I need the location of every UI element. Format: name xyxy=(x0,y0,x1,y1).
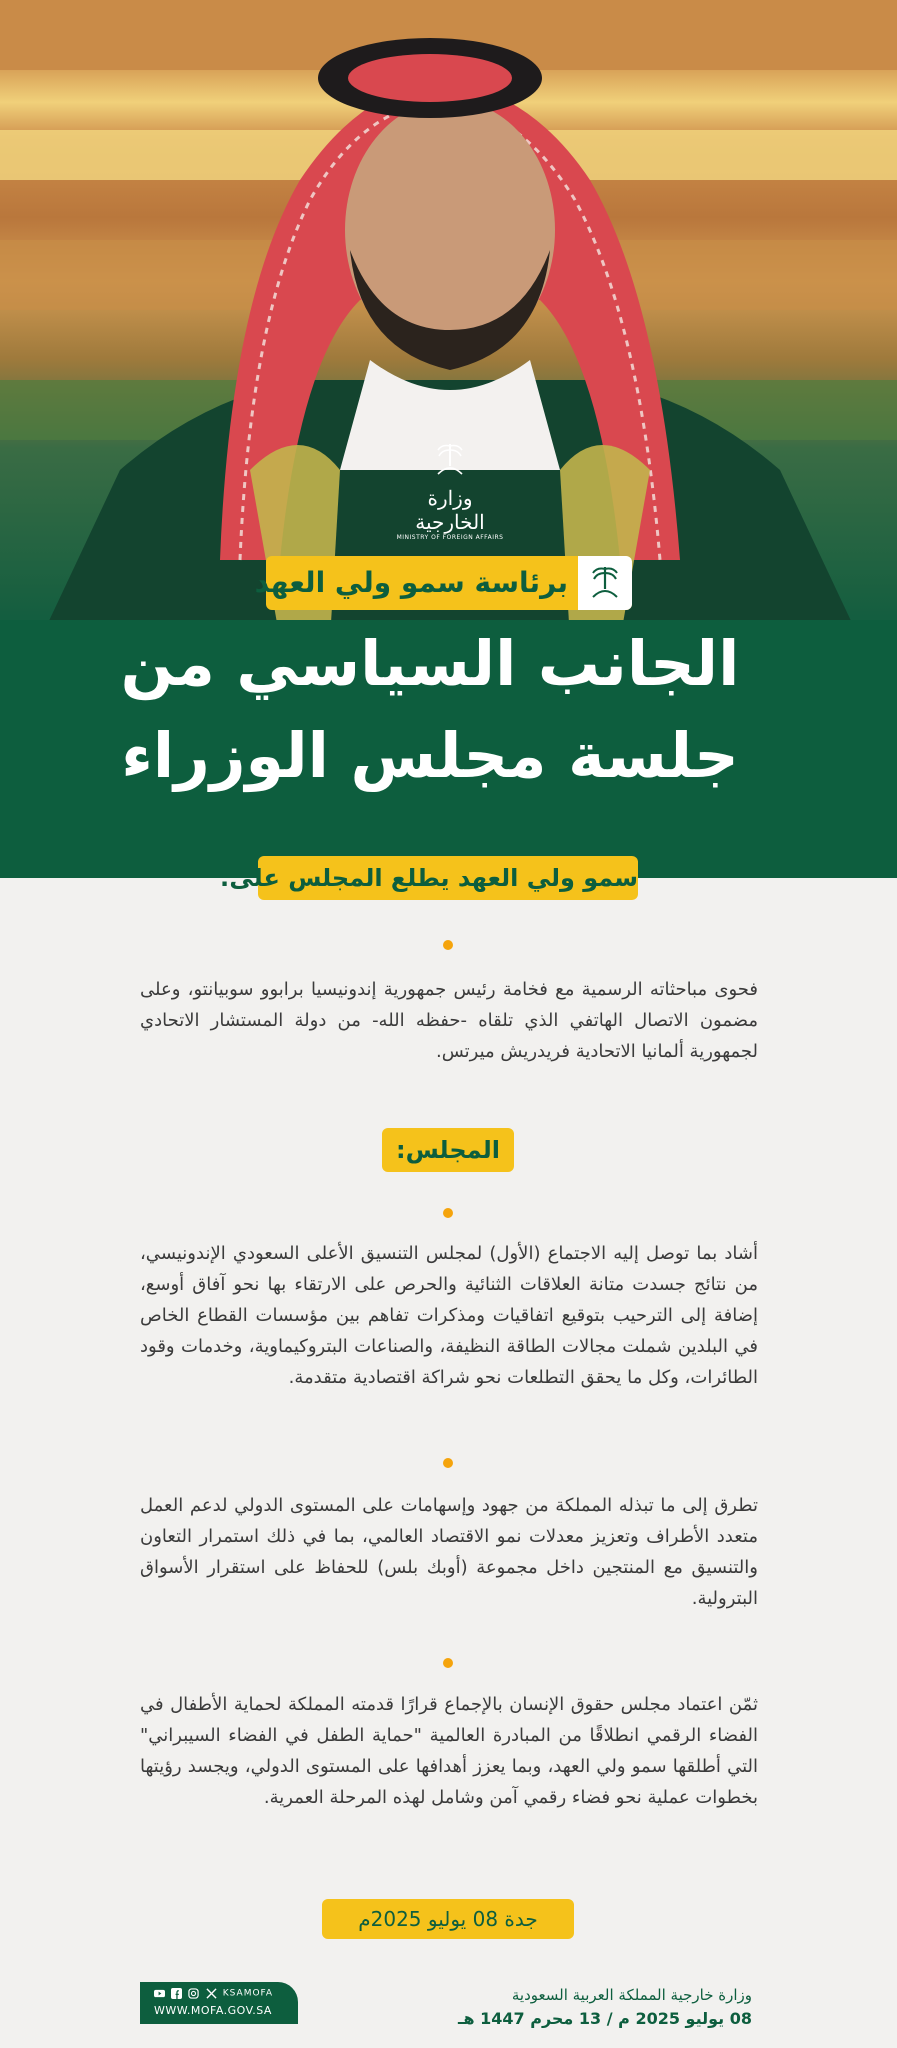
x-icon[interactable] xyxy=(206,1988,217,1999)
instagram-icon[interactable] xyxy=(188,1988,199,1999)
section1-title: سمو ولي العهد يطلع المجلس على: xyxy=(258,856,638,900)
website-url[interactable]: WWW.MOFA.GOV.SA xyxy=(154,2004,272,2017)
portrait-illustration xyxy=(0,0,897,640)
palm-swords-icon xyxy=(585,563,625,603)
bullet-dot xyxy=(443,1458,453,1468)
palm-box xyxy=(578,556,632,610)
footer-date: 08 يوليو 2025 م / 13 محرم 1447 هـ xyxy=(457,2009,752,2028)
footer-org-block xyxy=(458,1983,752,2031)
section2-paragraph-3: ثمّن اعتماد مجلس حقوق الإنسان بالإجماع قرارًا قدمته المملكة لحماية الأطفال في الفضاء الرقمي انطلاقًا من المبادرة العالمية "حماية الطفل في الفضاء السيبراني" التي أطلقها سمو ولي العهد، وبما يعزز أهدافها على المستوى الدولي، ويجسد رؤيتها بخطوات عملية نحو فضاء رقمي آمن وشامل لهذه المرحلة العمرية. xyxy=(140,1694,758,1808)
chairmanship-badge xyxy=(254,556,632,610)
hero-photo xyxy=(0,0,897,640)
section2-paragraph-2: تطرق إلى ما تبذله المملكة من جهود وإسهامات على المستوى الدولي لدعم العمل متعدد الأطراف وتعزيز معدلات نمو الاقتصاد العالمي، بما في ذلك استمرار التعاون والتنسيق مع المنتجين داخل مجموعة (أوبك بلس) للحفاظ على استقرار الأسواق البترولية. xyxy=(140,1495,758,1609)
ministry-name-ar: وزارة الخارجية xyxy=(415,486,485,534)
bullet-dot xyxy=(443,1208,453,1218)
social-handle: KSAMOFA xyxy=(222,1988,274,1999)
headline-line-2: جلسة مجلس الوزراء xyxy=(121,719,739,792)
headline-line-1: الجانب السياسي من xyxy=(120,627,740,700)
bullet-dot xyxy=(443,1658,453,1668)
footer-social-block xyxy=(140,1982,298,2024)
social-row xyxy=(154,1988,273,2000)
bullet-dot xyxy=(443,940,453,950)
facebook-icon[interactable] xyxy=(171,1988,182,1999)
palm-swords-icon xyxy=(430,440,470,480)
section2-paragraph-1: أشاد بما توصل إليه الاجتماع (الأول) لمجلس التنسيق الأعلى السعودي الإندونيسي، من نتائج جسدت متانة العلاقات الثنائية والحرص على الارتقاء بها نحو آفاق أوسع، إضافة إلى الترحيب بتوقيع اتفاقيات ومذكرات تفاهم بين مؤسسات القطاع الخاص في البلدين شملت مجالات الطاقة النظيفة، والصناعات البتروكيماوية، وخدمات وقود الطائرات، وكل ما يحقق التطلعات نحو شراكة اقتصادية متقدمة. xyxy=(140,1243,758,1388)
date-pill: جدة 08 يوليو 2025م xyxy=(322,1899,574,1939)
ministry-emblem xyxy=(390,430,510,541)
youtube-icon[interactable] xyxy=(154,1988,165,1999)
section2-title: المجلس: xyxy=(382,1128,514,1172)
headline xyxy=(100,618,760,802)
ministry-name-en: MINISTRY OF FOREIGN AFFAIRS xyxy=(396,534,504,541)
footer-org: وزارة خارجية المملكة العربية السعودية xyxy=(511,1986,752,2004)
badge-text: برئاسة سمو ولي العهد xyxy=(254,566,568,599)
section1-paragraph: فحوى مباحثاته الرسمية مع فخامة رئيس جمهورية إندونيسيا برابوو سوبيانتو، وعلى مضمون الاتصال الهاتفي الذي تلقاه -حفظه الله- من دولة المستشار الاتحادي لجمهورية ألمانيا الاتحادية فريدريش ميرتس. xyxy=(140,979,758,1062)
